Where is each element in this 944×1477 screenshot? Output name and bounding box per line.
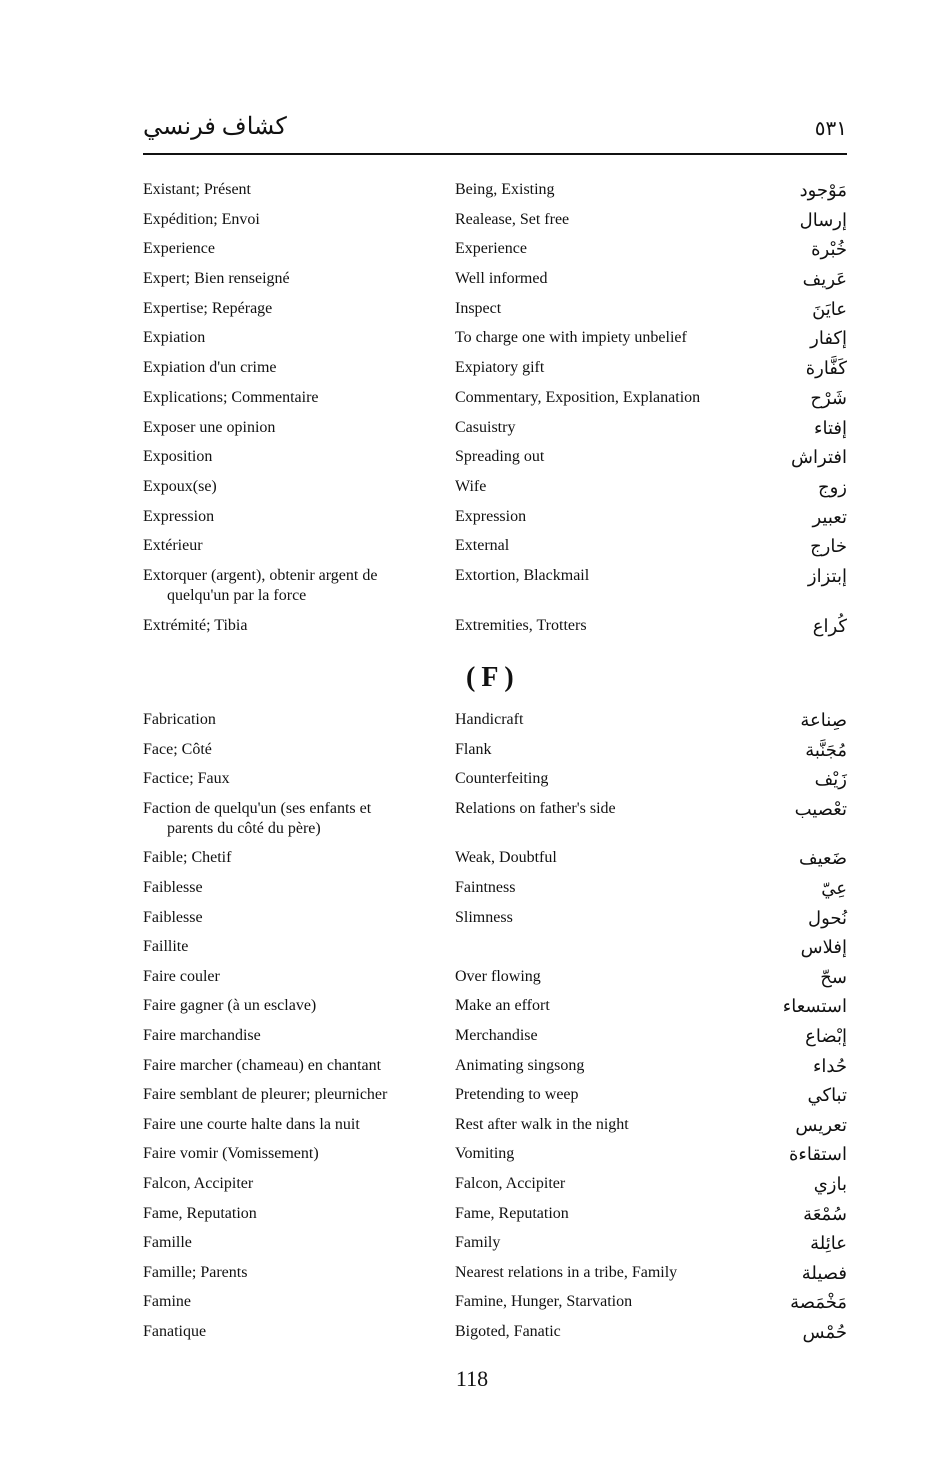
english-term: External bbox=[455, 537, 510, 555]
english-term: Merchandise bbox=[455, 1026, 538, 1044]
french-term-text: Faiblesse bbox=[143, 878, 203, 896]
header-title: كشاف فرنسي bbox=[143, 114, 287, 140]
french-term-text: Extorquer (argent), obtenir argent de bbox=[143, 566, 378, 584]
french-term bbox=[143, 967, 455, 987]
entry-row bbox=[143, 239, 847, 259]
arabic-term: صِناعة bbox=[800, 710, 847, 730]
entry-row bbox=[143, 566, 847, 606]
french-term bbox=[143, 507, 455, 527]
english-term: Extremities, Trotters bbox=[455, 616, 587, 634]
french-term-text: Expert; Bien renseigné bbox=[143, 270, 290, 288]
french-term-text: Extérieur bbox=[143, 537, 203, 555]
arabic-term: إبْضاع bbox=[805, 1025, 847, 1046]
entries-f-section bbox=[143, 710, 847, 1351]
arabic-term: مَوْجود bbox=[799, 180, 847, 200]
french-term bbox=[143, 1174, 455, 1194]
entry-row bbox=[143, 937, 847, 957]
french-term-text: Fame, Reputation bbox=[143, 1204, 257, 1222]
french-term bbox=[143, 1026, 455, 1046]
english-term: Handicraft bbox=[455, 711, 524, 728]
french-term bbox=[143, 908, 455, 928]
english-term: Experience bbox=[455, 240, 527, 258]
french-term-text: Faction de quelqu'un (ses enfants et bbox=[143, 799, 372, 817]
arabic-term: سحّ bbox=[820, 966, 847, 987]
french-term bbox=[143, 358, 455, 378]
french-term bbox=[143, 566, 455, 606]
french-term bbox=[143, 328, 455, 348]
entry-row bbox=[143, 1204, 847, 1224]
arabic-term: زوج bbox=[817, 476, 847, 497]
arabic-term: خارج bbox=[810, 536, 847, 557]
entry-row bbox=[143, 418, 847, 438]
entry-row bbox=[143, 210, 847, 230]
french-term-text: Famille bbox=[143, 1234, 192, 1252]
french-term-text: Expédition; Envoi bbox=[143, 210, 260, 228]
entry-row bbox=[143, 388, 847, 408]
french-term-text: Faire semblant de pleurer; pleurnicher bbox=[143, 1086, 388, 1104]
entry-row bbox=[143, 1115, 847, 1135]
arabic-term: كُراع bbox=[812, 615, 847, 636]
arabic-term: ضَعيف bbox=[798, 848, 847, 869]
arabic-term: إفلاس bbox=[800, 937, 847, 958]
french-term bbox=[143, 1292, 455, 1312]
arabic-term: كَفَّارة bbox=[805, 358, 847, 379]
english-term: Pretending to weep bbox=[455, 1086, 579, 1104]
entry-row bbox=[143, 447, 847, 467]
french-term-text: Faible; Chetif bbox=[143, 849, 232, 867]
arabic-term: إفتاء bbox=[814, 417, 847, 438]
english-term: Commentary, Exposition, Explanation bbox=[455, 388, 701, 406]
french-term-text: Falcon, Accipiter bbox=[143, 1174, 254, 1192]
english-term: To charge one with impiety unbelief bbox=[455, 329, 687, 347]
entry-row bbox=[143, 878, 847, 898]
entry-row bbox=[143, 1263, 847, 1283]
entry-row bbox=[143, 358, 847, 378]
french-term bbox=[143, 616, 455, 636]
arabic-term: خُبْرة bbox=[811, 239, 847, 260]
entry-row bbox=[143, 269, 847, 289]
english-term: Animating singsong bbox=[455, 1056, 585, 1074]
french-term-text: Faiblesse bbox=[143, 908, 203, 926]
french-term-text: Face; Côté bbox=[143, 740, 212, 758]
arabic-term: تعْصيب bbox=[794, 798, 847, 819]
french-term-text: Extrémité; Tibia bbox=[143, 616, 248, 634]
entry-row bbox=[143, 616, 847, 636]
arabic-term: عِيّ bbox=[821, 877, 847, 898]
french-term-text: Expiation d'un crime bbox=[143, 359, 277, 377]
english-term: Vomiting bbox=[455, 1145, 515, 1163]
french-term bbox=[143, 536, 455, 556]
entry-row bbox=[143, 996, 847, 1016]
arabic-term: تعبير bbox=[812, 506, 847, 527]
french-term bbox=[143, 710, 455, 730]
entries-e-section bbox=[143, 180, 847, 645]
english-term: Family bbox=[455, 1234, 501, 1252]
french-term-text: Faire couler bbox=[143, 967, 220, 985]
french-term bbox=[143, 1263, 455, 1283]
arabic-term: افتراش bbox=[791, 447, 847, 468]
entry-row bbox=[143, 1322, 847, 1342]
english-term: Wife bbox=[455, 477, 487, 495]
arabic-term: مَخْمَصة bbox=[790, 1292, 847, 1313]
entry-row bbox=[143, 710, 847, 730]
french-term-text: Fabrication bbox=[143, 711, 216, 728]
english-term: Spreading out bbox=[455, 448, 545, 466]
entry-row bbox=[143, 1056, 847, 1076]
arabic-term: تعريس bbox=[795, 1114, 847, 1135]
arabic-term: سُمْعَة bbox=[803, 1203, 847, 1224]
french-term-text: Existant; Présent bbox=[143, 181, 251, 198]
english-term: Slimness bbox=[455, 908, 513, 926]
arabic-term: إبتزاز bbox=[807, 565, 847, 586]
arabic-term: بازي bbox=[813, 1173, 847, 1194]
english-term: Relations on father's side bbox=[455, 799, 616, 817]
arabic-term: عَريف bbox=[802, 269, 847, 290]
french-term-text: Faillite bbox=[143, 938, 189, 956]
english-term: Well informed bbox=[455, 270, 548, 288]
french-term bbox=[143, 1144, 455, 1164]
entry-row bbox=[143, 740, 847, 760]
arabic-term: نُحول bbox=[807, 907, 847, 928]
english-term: Fame, Reputation bbox=[455, 1204, 569, 1222]
french-term bbox=[143, 1056, 455, 1076]
arabic-term: حُداء bbox=[812, 1055, 847, 1076]
french-term bbox=[143, 848, 455, 868]
french-term-text: Exposition bbox=[143, 448, 213, 466]
letter-heading: (F) bbox=[466, 662, 520, 693]
english-term: Nearest relations in a tribe, Family bbox=[455, 1263, 678, 1281]
french-term bbox=[143, 388, 455, 408]
french-term-text: Faire une courte halte dans la nuit bbox=[143, 1115, 360, 1133]
french-term bbox=[143, 477, 455, 497]
entry-row bbox=[143, 299, 847, 319]
arabic-term: استقاءة bbox=[789, 1144, 847, 1165]
arabic-term: إرسال bbox=[799, 209, 847, 230]
french-term bbox=[143, 210, 455, 230]
french-term bbox=[143, 418, 455, 438]
french-term bbox=[143, 799, 455, 839]
entry-row bbox=[143, 180, 847, 200]
english-term: Being, Existing bbox=[455, 181, 555, 198]
entry-row bbox=[143, 1233, 847, 1253]
running-header bbox=[143, 108, 847, 154]
french-term bbox=[143, 269, 455, 289]
arabic-term: عائِلة bbox=[810, 1233, 847, 1254]
french-term-text: Faire vomir (Vomissement) bbox=[143, 1145, 319, 1163]
english-term: Casuistry bbox=[455, 418, 516, 436]
entry-row bbox=[143, 769, 847, 789]
entry-row bbox=[143, 507, 847, 527]
french-term bbox=[143, 878, 455, 898]
entry-row bbox=[143, 848, 847, 868]
french-term-continuation: quelqu'un par la force bbox=[167, 586, 307, 604]
french-term-text: Exposer une opinion bbox=[143, 418, 276, 436]
header-page-number-arabic: ٥٣١ bbox=[814, 118, 847, 140]
arabic-term: إكفار bbox=[810, 328, 847, 349]
french-term bbox=[143, 937, 455, 957]
arabic-term: استسعاء bbox=[782, 996, 847, 1017]
entry-row bbox=[143, 1292, 847, 1312]
english-term: Make an effort bbox=[455, 997, 550, 1015]
entry-row bbox=[143, 799, 847, 839]
english-term: Weak, Doubtful bbox=[455, 849, 557, 867]
entry-row bbox=[143, 328, 847, 348]
french-term-text: Expoux(se) bbox=[143, 477, 217, 495]
french-term bbox=[143, 1322, 455, 1342]
french-term bbox=[143, 769, 455, 789]
french-term bbox=[143, 239, 455, 259]
french-term-text: Faire marcher (chameau) en chantant bbox=[143, 1056, 382, 1074]
french-term bbox=[143, 996, 455, 1016]
entry-row bbox=[143, 908, 847, 928]
french-term bbox=[143, 1085, 455, 1105]
french-term-text: Famille; Parents bbox=[143, 1263, 248, 1281]
arabic-term: مُجَنَّبة bbox=[805, 739, 847, 760]
english-term: Realease, Set free bbox=[455, 210, 570, 228]
arabic-term: عايَنَ bbox=[812, 298, 847, 319]
french-term-text: Expertise; Repérage bbox=[143, 299, 273, 317]
french-term bbox=[143, 180, 455, 200]
english-term: Extortion, Blackmail bbox=[455, 566, 590, 584]
french-term-text: Expression bbox=[143, 507, 215, 525]
header-rule bbox=[143, 153, 847, 155]
english-term: Famine, Hunger, Starvation bbox=[455, 1293, 633, 1311]
english-term: Flank bbox=[455, 740, 492, 758]
french-term bbox=[143, 299, 455, 319]
arabic-term: حُمْس bbox=[802, 1321, 847, 1342]
french-term-text: Fanatique bbox=[143, 1322, 207, 1340]
entry-row bbox=[143, 536, 847, 556]
entry-row bbox=[143, 967, 847, 987]
english-term: Counterfeiting bbox=[455, 770, 549, 788]
english-term: Expression bbox=[455, 507, 527, 525]
french-term bbox=[143, 1233, 455, 1253]
entry-row bbox=[143, 1026, 847, 1046]
french-term-text: Experience bbox=[143, 240, 215, 258]
french-term bbox=[143, 740, 455, 760]
entry-row bbox=[143, 1085, 847, 1105]
arabic-term: شَرْح bbox=[810, 387, 847, 408]
entry-row bbox=[143, 1174, 847, 1194]
arabic-term: تباكي bbox=[807, 1085, 847, 1106]
entry-row bbox=[143, 477, 847, 497]
english-term: Bigoted, Fanatic bbox=[455, 1322, 561, 1340]
arabic-term: فصيلة bbox=[801, 1262, 847, 1283]
french-term-continuation: parents du côté du père) bbox=[167, 819, 321, 837]
french-term bbox=[143, 1204, 455, 1224]
english-term: Expiatory gift bbox=[455, 359, 545, 377]
french-term bbox=[143, 447, 455, 467]
french-term-text: Faire marchandise bbox=[143, 1026, 261, 1044]
english-term: Rest after walk in the night bbox=[455, 1115, 629, 1133]
english-term: Faintness bbox=[455, 878, 516, 896]
french-term bbox=[143, 1115, 455, 1135]
french-term-text: Factice; Faux bbox=[143, 770, 230, 788]
french-term-text: Faire gagner (à un esclave) bbox=[143, 997, 317, 1015]
arabic-term: زَيْف bbox=[814, 769, 847, 790]
page-number: 118 bbox=[455, 1366, 489, 1391]
french-term-text: Explications; Commentaire bbox=[143, 388, 319, 406]
french-term-text: Expiation bbox=[143, 329, 206, 347]
english-term: Inspect bbox=[455, 299, 502, 317]
french-term-text: Famine bbox=[143, 1293, 191, 1311]
entry-row bbox=[143, 1144, 847, 1164]
english-term: Falcon, Accipiter bbox=[455, 1174, 566, 1192]
english-term: Over flowing bbox=[455, 967, 541, 985]
